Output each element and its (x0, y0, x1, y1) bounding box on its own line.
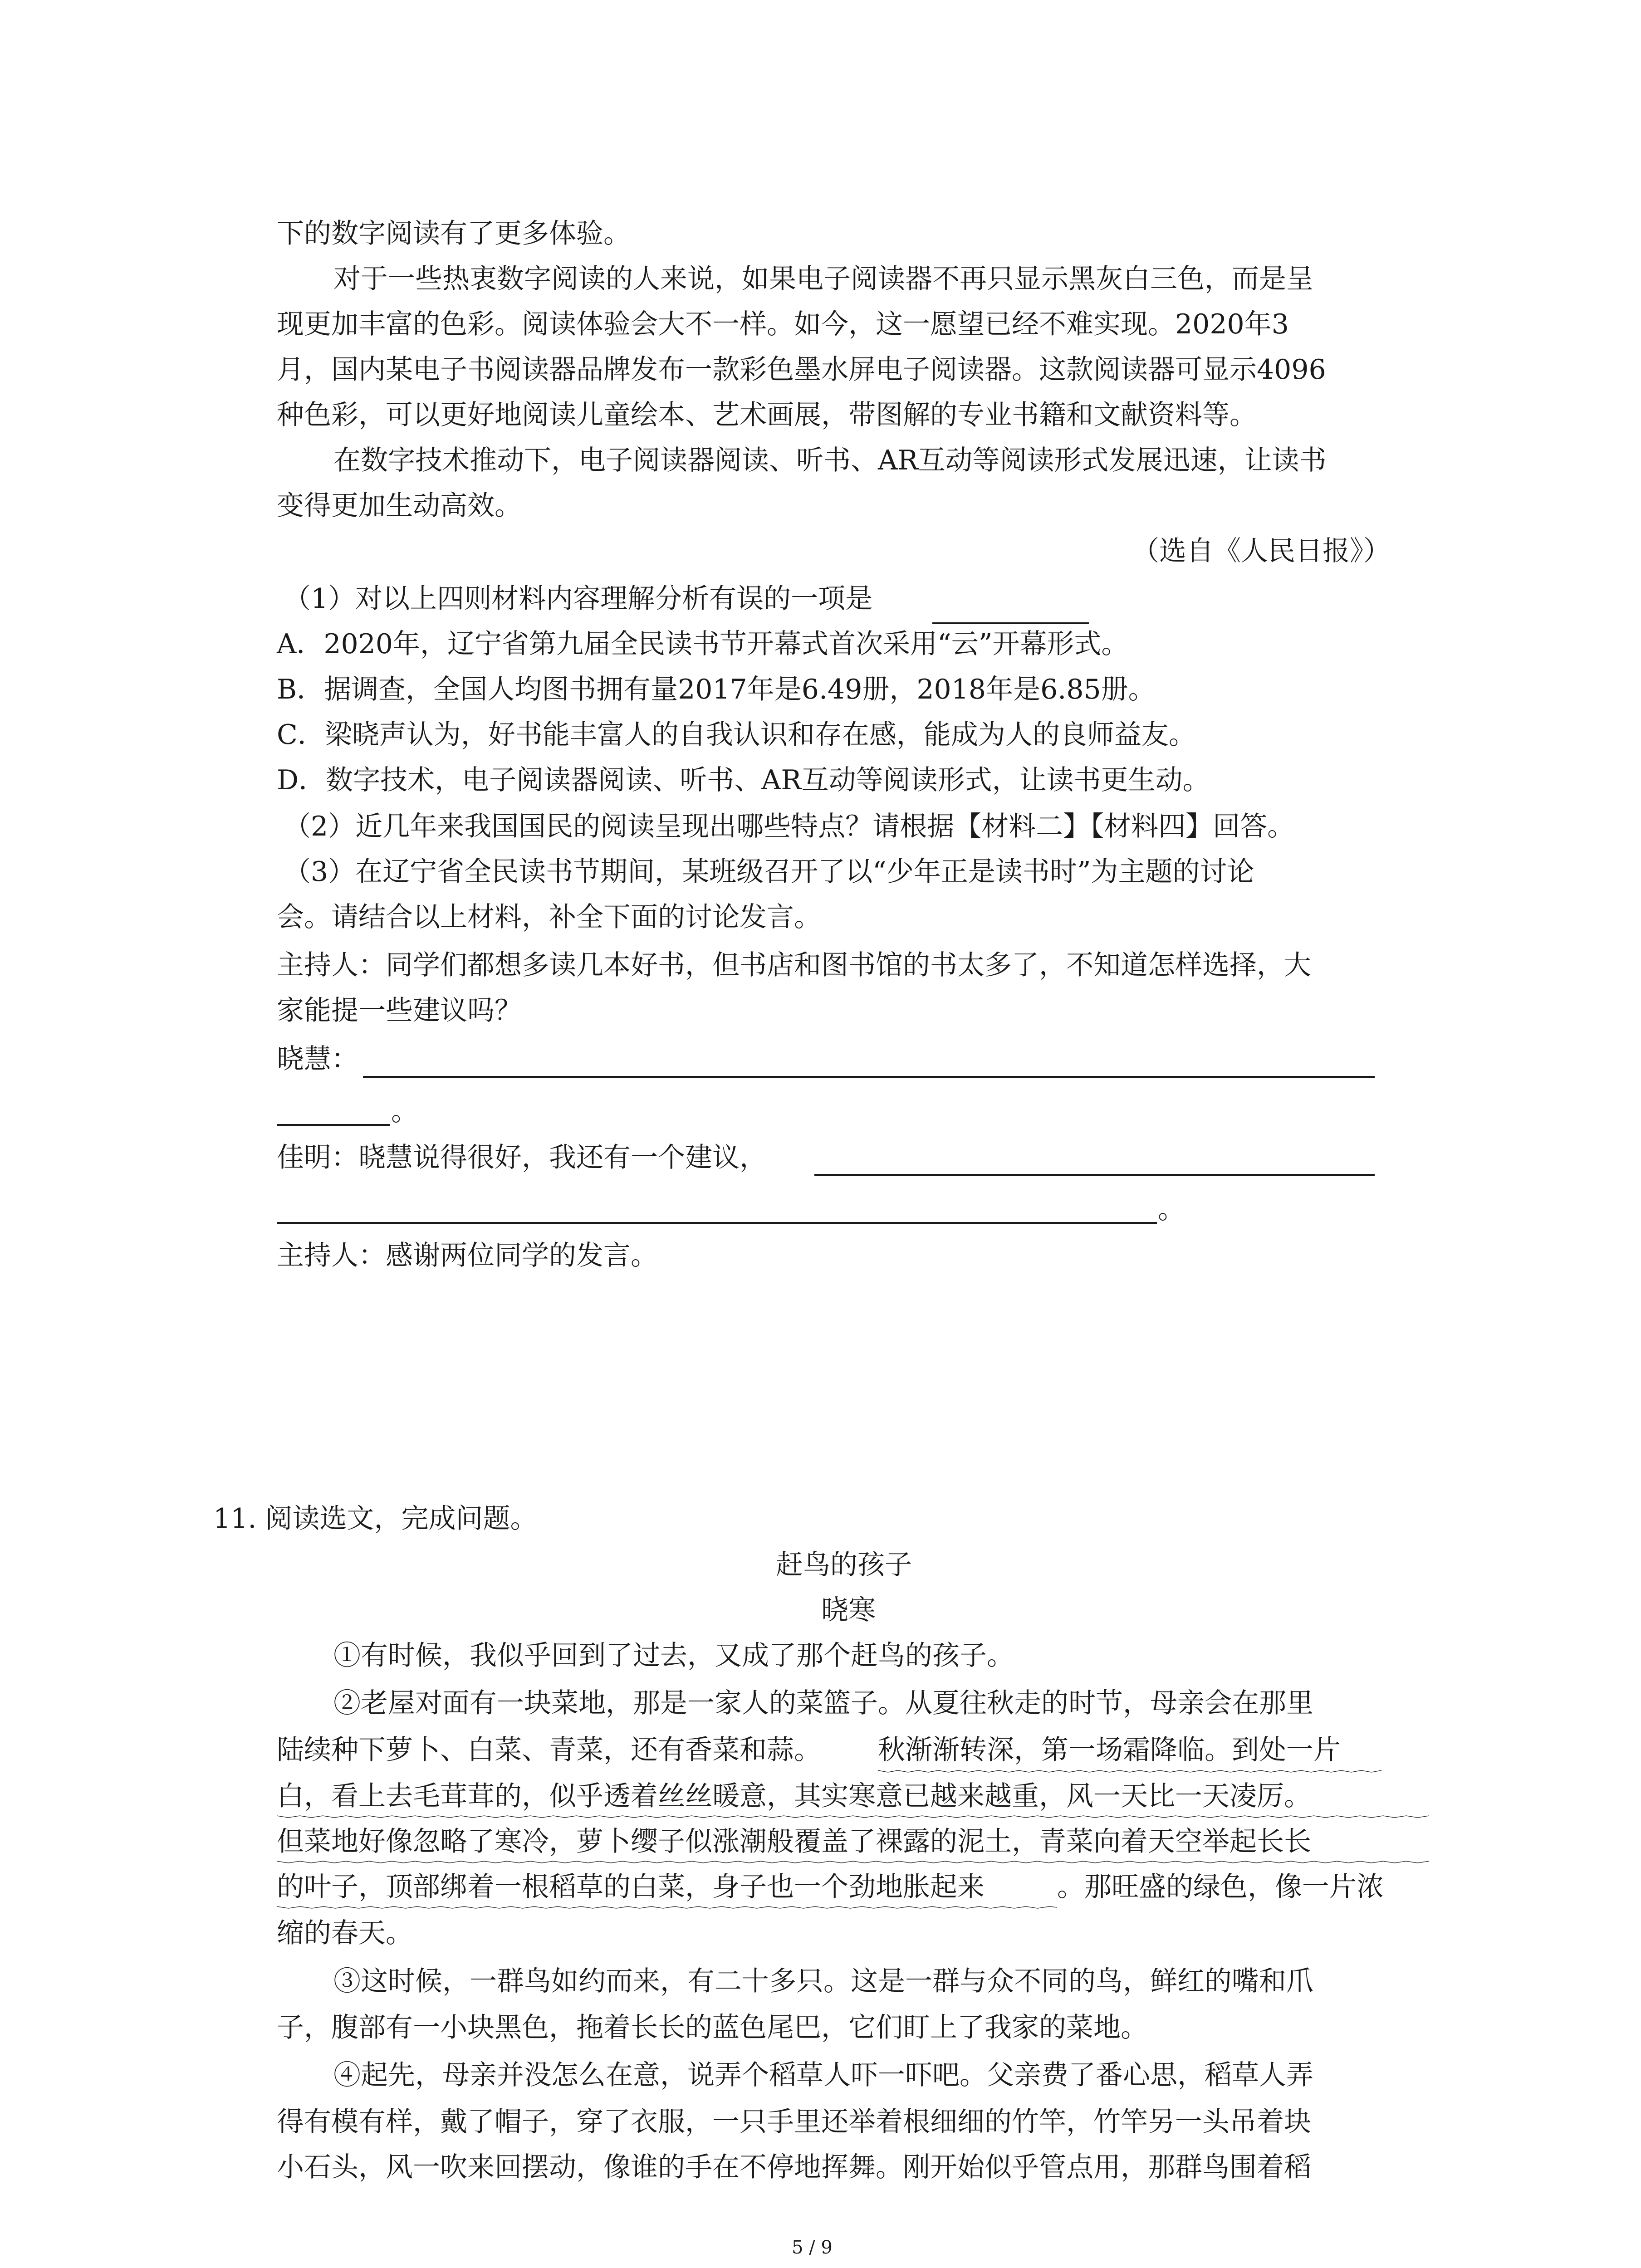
option-d: D．数字技术，电子阅读器阅读、听书、AR互动等阅读形式，让读书更生动。 (277, 764, 1210, 796)
underlined-passage: 的叶子，顶部绑着一根稻草的白菜，身子也一个劲地胀起来 (277, 1871, 985, 1903)
speaker-xiaohui: 晓慧： (277, 1043, 358, 1075)
page-number: 5 / 9 (792, 2237, 833, 2258)
host-closing: 主持人：感谢两位同学的发言。 (277, 1240, 658, 1271)
paragraph-line: 现更加丰富的色彩。阅读体验会大不一样。如今，这一愿望已经不难实现。2020年3 (277, 308, 1289, 340)
speaker-jiaming: 佳明：晓慧说得很好，我还有一个建议， (277, 1142, 767, 1173)
period: 。 (1158, 1193, 1185, 1225)
paragraph-line: 变得更加生动高效。 (277, 490, 522, 522)
host-speech: 主持人：同学们都想多读几本好书，但书店和图书馆的书太多了，不知道怎样选择，大 (277, 949, 1311, 981)
answer-blank-q1[interactable] (932, 622, 1089, 624)
paragraph-line: 在数字技术推动下，电子阅读器阅读、听书、AR互动等阅读形式发展迅速，让读书 (333, 445, 1327, 476)
option-b: B．据调查，全国人均图书拥有量2017年是6.49册，2018年是6.85册。 (277, 674, 1156, 705)
question-1-stem: （1）对以上四则材料内容理解分析有误的一项是 (284, 583, 873, 615)
option-a: A．2020年，辽宁省第九届全民读书节开幕式首次采用“云”开幕形式。 (277, 628, 1129, 660)
article-paragraph-2: 陆续种下萝卜、白菜、青菜，还有香菜和蒜。 (277, 1734, 821, 1766)
article-paragraph-1: ①有时候，我似乎回到了过去，又成了那个赶鸟的孩子。 (333, 1640, 1014, 1672)
paragraph-line: 对于一些热衷数字阅读的人来说，如果电子阅读器不再只显示黑灰白三色，而是呈 (333, 263, 1313, 295)
article-paragraph-4: ④起先，母亲并没怎么在意，说弄个稻草人吓一吓吧。父亲费了番心思，稻草人弄 (333, 2059, 1313, 2091)
article-paragraph-3: 子，腹部有一小块黑色，拖着长长的蓝色尾巴，它们盯上了我家的菜地。 (277, 2012, 1148, 2043)
article-paragraph-2: ②老屋对面有一块菜地，那是一家人的菜篮子。从夏往秋走的时节，母亲会在那里 (333, 1687, 1313, 1719)
option-c: C．梁晓声认为，好书能丰富人的自我认识和存在感，能成为人的良师益友。 (277, 719, 1196, 751)
period: 。 (391, 1095, 418, 1127)
host-speech-cont: 家能提一些建议吗？ (277, 995, 522, 1026)
wavy-underline (878, 1769, 1381, 1774)
answer-blank-xiaohui[interactable] (363, 1076, 1375, 1078)
wavy-underline (277, 1814, 1429, 1819)
source-citation: （选自《人民日报》） (1132, 535, 1391, 567)
answer-blank-xiaohui-cont[interactable] (277, 1124, 390, 1126)
question-2-stem: （2）近几年来我国国民的阅读呈现出哪些特点？请根据【材料二】【材料四】回答。 (284, 811, 1295, 842)
question-3-stem-cont: 会。请结合以上材料，补全下面的讨论发言。 (277, 901, 821, 933)
article-author: 晓寒 (821, 1594, 876, 1626)
wavy-underline (277, 1860, 1429, 1864)
paragraph-line: 种色彩，可以更好地阅读儿童绘本、艺术画展，带图解的专业书籍和文献资料等。 (277, 399, 1257, 431)
article-paragraph-2: 。那旺盛的绿色，像一片浓 (1057, 1871, 1384, 1903)
wavy-underline (277, 1905, 1057, 1910)
paragraph-line: 月，国内某电子书阅读器品牌发布一款彩色墨水屏电子阅读器。这款阅读器可显示4096 (277, 354, 1326, 386)
underlined-passage: 但菜地好像忽略了寒冷，萝卜缨子似涨潮般覆盖了裸露的泥土，青菜向着天空举起长长 (277, 1826, 1311, 1857)
article-paragraph-4: 小石头，风一吹来回摆动，像谁的手在不停地挥舞。刚开始似乎管点用，那群鸟围着稻 (277, 2151, 1311, 2183)
article-paragraph-3: ③这时候，一群鸟如约而来，有二十多只。这是一群与众不同的鸟，鲜红的嘴和爪 (333, 1965, 1313, 1997)
article-paragraph-2: 缩的春天。 (277, 1917, 413, 1949)
question-3-stem: （3）在辽宁省全民读书节期间，某班级召开了以“少年正是读书时”为主题的讨论 (284, 856, 1254, 888)
article-title: 赶鸟的孩子 (776, 1549, 912, 1581)
paragraph-line: 下的数字阅读有了更多体验。 (277, 218, 631, 249)
underlined-passage: 白，看上去毛茸茸的，似乎透着丝丝暖意，其实寒意已越来越重，风一天比一天凌厉。 (277, 1780, 1311, 1812)
article-paragraph-4: 得有模有样，戴了帽子，穿了衣服，一只手里还举着根细细的竹竿，竹竿另一头吊着块 (277, 2106, 1311, 2138)
answer-blank-jiaming[interactable] (814, 1174, 1375, 1176)
question-11-intro: 11. 阅读选文，完成问题。 (213, 1503, 538, 1535)
underlined-passage: 秋渐渐转深，第一场霜降临。到处一片 (878, 1734, 1341, 1766)
answer-blank-jiaming-cont[interactable] (277, 1222, 1157, 1224)
